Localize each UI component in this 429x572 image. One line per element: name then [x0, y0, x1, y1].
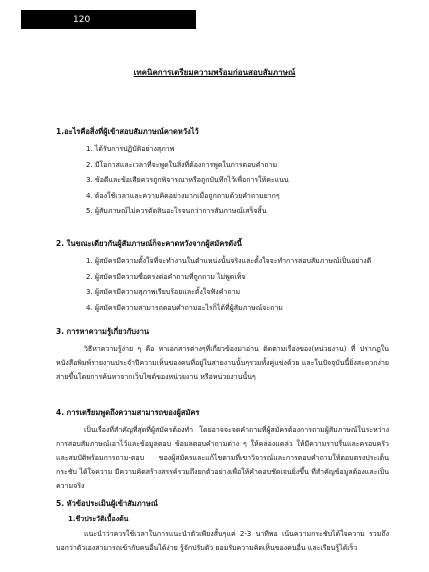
list-item: 1. ผู้สมัครมีความตั้งใจที่จะทำงานในตำแหน่งนั้นจริงและตั้งใจจะทำการสอบสัมภาษณ์เป็นอย่างดี — [86, 257, 372, 265]
section-heading: 4. การเตรียมพูดถึงความสามารถของผู้สมัคร — [56, 408, 200, 417]
section-2 — [56, 238, 389, 316]
expectation-list — [56, 142, 389, 220]
list-item: 1. ได้รับการปฏิบัติอย่างสุภาพ — [86, 145, 175, 153]
list-item: 2. มีโอกาสและเวลาที่จะพูดในสิ่งที่ต้องการพูดในการตอบคำถาม — [86, 160, 278, 169]
section-heading: 2. ในขณะเดียวกันผู้สัมภาษณ์ก็จะคาดหวังจากผู้สมัครดังนี้ — [56, 239, 242, 248]
section-5 — [56, 498, 389, 555]
section-heading: 5. หัวข้อประเมินผู้เข้าสัมภาษณ์ — [56, 499, 158, 508]
list-item: 5. ผู้สัมภาษณ์ไม่ควรตัดสินอะไรจนกว่าการสัมภาษณ์เสร็จสิ้น — [86, 207, 267, 215]
section-3 — [56, 326, 389, 384]
subsection-heading: 1.ชีวประวัติเบื้องต้น — [68, 515, 129, 523]
section-paragraph: เป็นเรื่องที่สำคัญที่สุดที่ผู้สมัครต้องทำ โดยอาจจะจดคำถามที่ผู้สมัครต้องการถามผู้สัมภาษณ์ในระหว่างการสอบสัมภาษณ์เอาไว้และข้อมูลตอบ ข้อมลตอบคำถามต่าง ๆ ให้คล่องแคล่ว ให้มีความราบรื่นและครอบครัวและสมบัติพร้อมการถาม-ตอบ ของผู้สมัครและแก้ไขตามที่เขาวิจารณ์และการตอบคำถามให้ตอบตรงประเด็น กระชับ ได้ใจความ มีความคิดสร้างสรรค์รวมถึงยกตัวอย่างเพื่อให้คำตอบชัดเจนยิ่งขึ้น ที่สำคัญข้อมูลต้องและเป็นความจริง — [56, 426, 389, 490]
list-item: 3. ผู้สมัครมีความสุภาพเรียบร้อยและตั้งใจฟังคำถาม — [86, 288, 241, 296]
section-paragraph: แนะนำว่าควรใช้เวลาในการแนะนำตัวเพียงสั้นๆแค่ 2-3 นาทีพอ เน้นความกระชับได้ใจความ รวมถึงบอกว่าตัวเองสามารถเข้ากับคนอื่นได้ง่าย รู้จักปรับตัว ยอมรับความคิดเห็นของคนอื่น และเรียนรู้ได้เร็ว — [56, 530, 389, 552]
section-4 — [56, 407, 389, 493]
list-item: 4. ผู้สมัครมีความสามารถตอบคำถามอะไรก็ได้ที่ผู้สัมภาษณ์จะถาม — [86, 303, 283, 312]
list-item: 2. ผู้สมัครมีความซื่อตรงต่อคำถามที่ถูกถาม ไม่พูดเท็จ — [86, 272, 246, 281]
interviewer-expectation-list — [56, 254, 389, 316]
list-item: 3. ข้อดีและข้อเสียควรถูกพิจารณาหรือถูกบันทึกไว้เพื่อการให้คะแนน — [86, 176, 289, 184]
page-number-banner — [21, 10, 196, 29]
document-title: เทคนิคการเตรียมความพร้อมก่อนสอบสัมภาษณ์ — [133, 68, 296, 77]
section-paragraph: วิธีหาความรู้ง่าย ๆ คือ หาเอกสารต่างๆที่เกี่ยวข้องมาอ่าน ติดตามเรื่องของ(หน่วยงาน) ที่ ปรากฏในหนังสือพิมพ์รายงานประจำปีความเห็นของคนที่อยู่ในสายงานนั้นๆรวมทั้งคู่แข่งด้วย และในปัจจุบันนี้ยิ่งสะดวกง่ายสายขึ้นโดยการค้นหาจากเว็บไซต์ของหน่วยงาน หรือหน่วยงานนั้นๆ — [56, 345, 389, 381]
section-1 — [56, 126, 389, 220]
section-heading: 1.อะไรคือสิ่งที่ผู้เข้าสอบสัมภาษณ์คาดหวังไว้ — [56, 127, 199, 136]
section-heading: 3. การหาความรู้เกี่ยวกับงาน — [56, 327, 150, 336]
page-number: 120 — [73, 14, 91, 25]
list-item: 4. ต้องใช้เวลาและความคิดอย่างมากเมื่อถูกถามด้วยคำถามยากๆ — [86, 191, 280, 200]
